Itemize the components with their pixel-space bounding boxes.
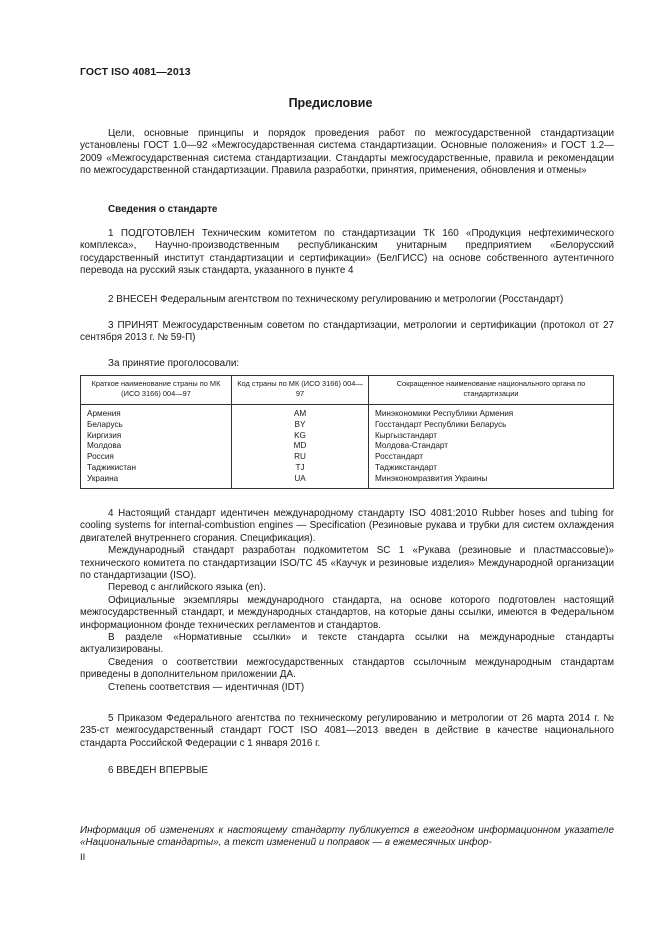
body-cell: Таджикстандарт [369,463,614,474]
item-5-paragraph: 5 Приказом Федерального агентства по техническому регулированию и метрологии от 26 марта 2014 г. № 235-ст межгосударственный стандарт ГОСТ ISO 4081—2013 введен в действие в качестве национального стандарта Российской Федерации с 1 января 2016 г. [80,713,614,749]
body-cell: Минэкономразвития Украины [369,474,614,488]
code-cell: TJ [232,463,369,474]
code-cell: KG [232,431,369,442]
body-cell: Росстандарт [369,452,614,463]
item-4-translation-paragraph: Перевод с английского языка (en). [108,582,266,594]
item-4-references-paragraph: В разделе «Нормативные ссылки» и тексте стандарта ссылки на международные стандарты актуализированы. [80,632,614,656]
code-cell: AM [232,405,369,420]
preface-title: Предисловие [288,96,373,110]
intro-paragraph: Цели, основные принципы и порядок проведения работ по межгосударственной стандартизации установлены ГОСТ 1.0—92 «Межгосударственная система стандартизации. Основные положения» и ГОСТ 1.2—2009 «Межгосударственная система стандартизации. Стандарты межгосударственные, правила и рекомендации по межгосударственной стандартизации. Правила разработки, принятия, применения, обновления и отмены» [80,128,614,177]
country-cell: Таджикистан [81,463,232,474]
country-cell: Молдова [81,441,232,452]
country-cell: Киргизия [81,431,232,442]
header-body: Сокращенное наименование национального органа по стандартизации [369,376,614,405]
table-row [81,431,614,442]
item-4-block [80,508,614,694]
body-cell: Молдова-Стандарт [369,441,614,452]
code-cell: RU [232,452,369,463]
table-row [81,420,614,431]
item-4-paragraph: 4 Настоящий стандарт идентичен международному стандарту ISO 4081:2010 Rubber hoses and tubing for cooling systems for internal-combustion engines — Specification (Резиновые рукава и трубки для систем охлаждения двигателей внутреннего сгорания. Спецификация). [80,508,614,544]
header-country: Краткое наименование страны по МК (ИСО 3166) 004—97 [81,376,232,405]
country-cell: Армения [81,405,232,420]
body-cell: Кыргызстандарт [369,431,614,442]
item-2-paragraph: 2 ВНЕСЕН Федеральным агентством по техническому регулированию и метрологии (Росстандарт) [108,294,564,305]
code-cell: BY [232,420,369,431]
item-4-origin-paragraph: Международный стандарт разработан подкомитетом SC 1 «Рукава (резиновые и пластмассовые)» технического комитета по стандартизации ISO/TC 45 «Каучук и резиновые изделия» Международной организации по стандартизации (ISO). [80,545,614,582]
changes-information-note: Информация об изменениях к настоящему стандарту публикуется в ежегодном информационном указателе «Национальные стандарты», а текст изменений и поправок — в ежемесячных инфор- [80,825,614,849]
item-4-copies-paragraph: Официальные экземпляры международного стандарта, на основе которого подготовлен настоящий межгосударственный стандарт, и международных стандартов, на которые даны ссылки, имеются в Федеральном информационном фонде технических регламентов и стандартов. [80,594,614,631]
vote-label: За принятие проголосовали: [108,358,240,369]
item-3-paragraph: 3 ПРИНЯТ Межгосударственным советом по стандартизации, метрологии и сертификации (протокол от 27 сентября 2013 г. № 59-П) [80,320,614,344]
body-cell: Минэкономики Республики Армения [369,405,614,420]
voting-table [80,375,614,489]
table-row [81,474,614,488]
item-6-paragraph: 6 ВВЕДЕН ВПЕРВЫЕ [108,765,208,776]
item-4-degree-paragraph: Степень соответствия — идентичная (IDT) [108,681,305,693]
header-code: Код страны по МК (ИСО 3166) 004—97 [232,376,369,405]
code-cell: MD [232,441,369,452]
table-row [81,441,614,452]
item-4-annex-paragraph: Сведения о соответствии межгосударственных стандартов ссылочным международным стандартам приведены в дополнительном приложении ДА. [80,656,614,681]
table-row [81,452,614,463]
page-number: II [80,852,86,863]
table-row [81,463,614,474]
document-code-header: ГОСТ ISO 4081—2013 [80,66,191,78]
code-cell: UA [232,474,369,488]
item-1-paragraph: 1 ПОДГОТОВЛЕН Техническим комитетом по стандартизации ТК 160 «Продукция нефтехимического комплекса», Научно-производственным республиканским унитарным предприятием «Белорусский государственный институт стандартизации и сертификации» (БелГИСС) на основе собственного аутентичного перевода на русский язык стандарта, указанного в пункте 4 [80,228,614,277]
section-heading: Сведения о стандарте [108,204,218,215]
country-cell: Россия [81,452,232,463]
country-cell: Украина [81,474,232,488]
table-header-row [81,376,614,405]
table-row [81,405,614,420]
body-cell: Госстандарт Республики Беларусь [369,420,614,431]
country-cell: Беларусь [81,420,232,431]
